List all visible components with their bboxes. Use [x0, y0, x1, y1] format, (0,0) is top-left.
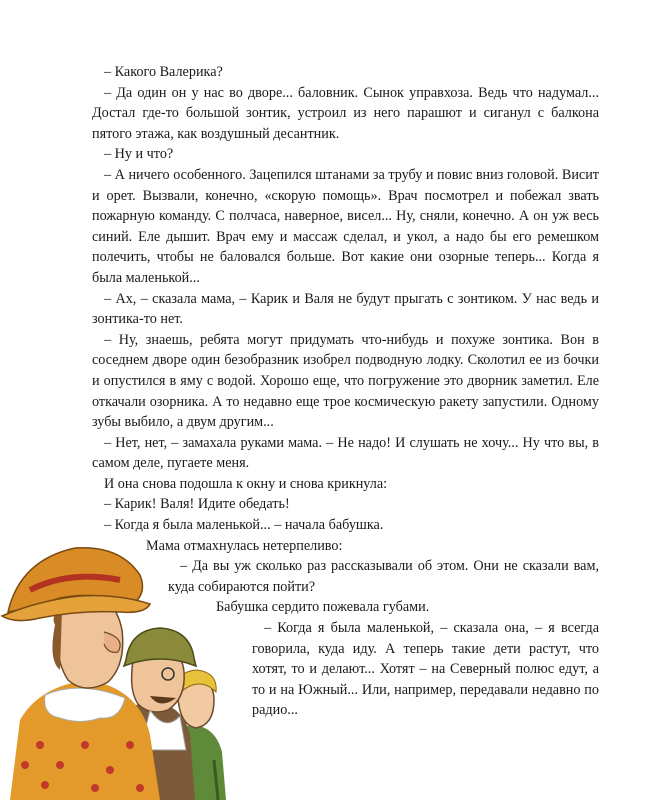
paragraph: – Какого Валерика?: [104, 64, 223, 80]
paragraph: – Да один он у нас во дворе... баловник. Сынок управхоза. Ведь что надумал... Достал где-то большой зонтик, устроил из него парашют и сиганул с балкона пятого этажа, как воздушный десантник.: [92, 84, 599, 142]
paragraph: И она снова подошла к окну и снова крикнула:: [104, 475, 388, 492]
paragraph: – Ну, знаешь, ребята могут придумать что-нибудь и похуже зонтика. Вон в соседнем дворе один безобразник изобрел подводную лодку. Сколотил ее из бочки и опустился в яму с водой. Хорошо еще, что погружение это дворник заметил. Еле откачали озорника. А то недавно еще трое космическую ракету запустили. Одному зубы выбило, а двум другим...: [92, 331, 599, 431]
paragraph: – Ну и что?: [104, 146, 174, 163]
paragraph: – А ничего особенного. Зацепился штанами за трубу и повис вниз головой. Висит и орет. Вызвали, конечно, «скорую помощь». Врач посмотрел и побежал звать пожарную команду. С полчаса, наверное, висел... Ну, сняли, конечно. А он уж весь синий. Еле дышит. Врач ему и массаж сделал, и укол, а надо бы его ремешком полечить, чтобы не баловался больше. Вот какие они озорные теперь... Когда я была маленькой...: [92, 166, 599, 286]
paragraph: – Да вы уж сколько раз рассказывали об этом. Они не сказали вам, куда собираются пойти?: [168, 558, 599, 595]
paragraph: – Ах, – сказала мама, – Карик и Валя не будут прыгать с зонтиком. У нас ведь и зонтика-то нет.: [92, 290, 599, 328]
paragraph: Бабушка сердито пожевала губами.: [216, 599, 430, 616]
paragraph: – Карик! Валя! Идите обедать!: [104, 496, 290, 513]
illustration-grandmother-and-children: [0, 520, 250, 800]
paragraph: – Когда я была маленькой, – сказала она, – я всегда говорила, куда иду. А теперь такие дети растут, что хотят, то и делают... Хотят – на Северный полюс едут, а то и на Южный... Или, например, передавали недавно по радио...: [252, 620, 599, 719]
paragraph: – Нет, нет, – замахала руками мама. – Не надо! И слушать не хочу... Ну что вы, в самом деле, пугаете меня.: [92, 434, 599, 472]
paragraph: – Когда я была маленькой... – начала бабушка.: [104, 517, 384, 534]
paragraph: Мама отмахнулась нетерпеливо:: [146, 537, 343, 554]
